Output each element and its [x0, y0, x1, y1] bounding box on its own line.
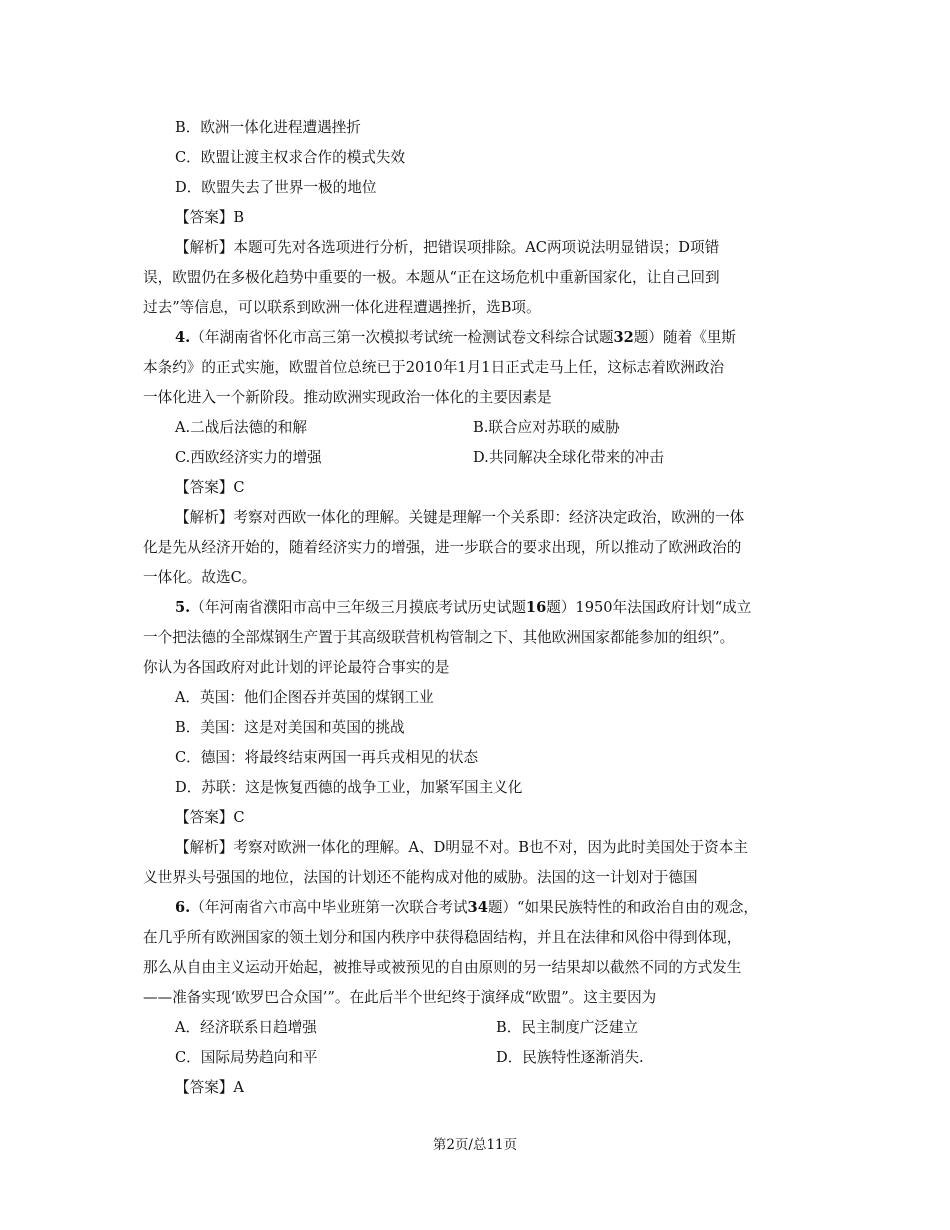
question-5-number: 5.: [175, 599, 191, 616]
question-6-line4: ——准备实现‘欧罗巴合众国’”。在此后半个世纪终于演绎成“欧盟”。这主要因为: [143, 989, 657, 1006]
question-6-number: 6.: [175, 899, 191, 916]
option-b-q3: B．欧洲一体化进程遭遇挫折: [175, 119, 361, 136]
option-b-q4: B.联合应对苏联的威胁: [473, 419, 620, 436]
answer-q5: 【答案】C: [175, 809, 245, 826]
question-5-line3: 你认为各国政府对此计划的评论最符合事实的是: [143, 659, 450, 676]
analysis-q3-line1: 【解析】本题可先对各选项进行分析，把错误项排除。AC两项说法明显错误；D项错: [175, 239, 720, 256]
question-4-line1: 4.（年湖南省怀化市高三第一次模拟考试统一检测试卷文科综合试题32题）随着《里斯: [175, 329, 736, 346]
analysis-q5-line1: 【解析】考察对欧洲一体化的理解。A、D明显不对。B也不对，因为此时美国处于资本主: [175, 839, 748, 856]
option-a-q6: A．经济联系日趋增强: [175, 1019, 317, 1036]
option-a-q5: A．英国：他们企图吞并英国的煤钢工业: [175, 689, 434, 706]
question-5-line1: 5.（年河南省濮阳市高中三年级三月摸底考试历史试题16题）1950年法国政府计划“成立: [175, 599, 752, 616]
option-c-q5: C．德国：将最终结束两国一再兵戎相见的状态: [175, 749, 479, 766]
option-a-q4: A.二战后法德的和解: [175, 419, 307, 436]
analysis-q4-line3: 一体化。故选C。: [143, 569, 257, 586]
analysis-q4-line2: 化是先从经济开始的，随着经济实力的增强，进一步联合的要求出现，所以推动了欧洲政治的: [143, 539, 742, 556]
option-d-q3: D．欧盟失去了世界一极的地位: [175, 179, 377, 196]
option-c-q4: C.西欧经济实力的增强: [175, 449, 322, 466]
question-6-line3: 那么从自由主义运动开始起，被推导或被预见的自由原则的另一结果却以截然不同的方式发生: [143, 959, 742, 976]
option-c-q3: C．欧盟让渡主权求合作的模式失效: [175, 149, 406, 166]
answer-q6: 【答案】A: [175, 1079, 244, 1096]
option-d-q4: D.共同解决全球化带来的冲击: [473, 449, 664, 466]
question-5-line2: 一个把法德的全部煤钢生产置于其高级联营机构管制之下、其他欧洲国家都能参加的组织”。: [143, 629, 735, 646]
question-6-line2: 在几乎所有欧洲国家的领土划分和国内秩序中获得稳固结构，并且在法律和风俗中得到体现，: [143, 929, 742, 946]
analysis-q4-line1: 【解析】考察对西欧一体化的理解。关键是理解一个关系即：经济决定政治，欧洲的一体: [175, 509, 745, 526]
page-footer: 第2页/总11页: [432, 1137, 518, 1153]
option-d-q5: D．苏联：这是恢复西德的战争工业，加紧军国主义化: [175, 779, 523, 796]
answer-q3: 【答案】B: [175, 209, 245, 226]
question-4-line2: 本条约》的正式实施，欧盟首位总统已于2010年1月1日正式走马上任，这标志着欧洲政治: [143, 359, 725, 376]
option-d-q6: D．民族特性逐渐消失.: [496, 1049, 644, 1066]
question-6-line1: 6.（年河南省六市高中毕业班第一次联合考试34题）“如果民族特性的和政治自由的观念，: [175, 899, 759, 916]
option-b-q6: B．民主制度广泛建立: [496, 1019, 639, 1036]
analysis-q5-line2: 义世界头号强国的地位，法国的计划还不能构成对他的威胁。法国的这一计划对于德国: [143, 869, 698, 886]
question-4-line3: 一体化进入一个新阶段。推动欧洲实现政治一体化的主要因素是: [143, 389, 552, 406]
answer-q4: 【答案】C: [175, 479, 245, 496]
analysis-q3-line2: 误，欧盟仍在多极化趋势中重要的一极。本题从“正在这场危机中重新国家化，让自己回到: [143, 269, 720, 286]
option-c-q6: C．国际局势趋向和平: [175, 1049, 318, 1066]
analysis-q3-line3: 过去”等信息，可以联系到欧洲一体化进程遭遇挫折，选B项。: [143, 299, 541, 316]
option-b-q5: B．美国：这是对美国和英国的挑战: [175, 719, 405, 736]
question-4-number: 4.: [175, 329, 191, 346]
